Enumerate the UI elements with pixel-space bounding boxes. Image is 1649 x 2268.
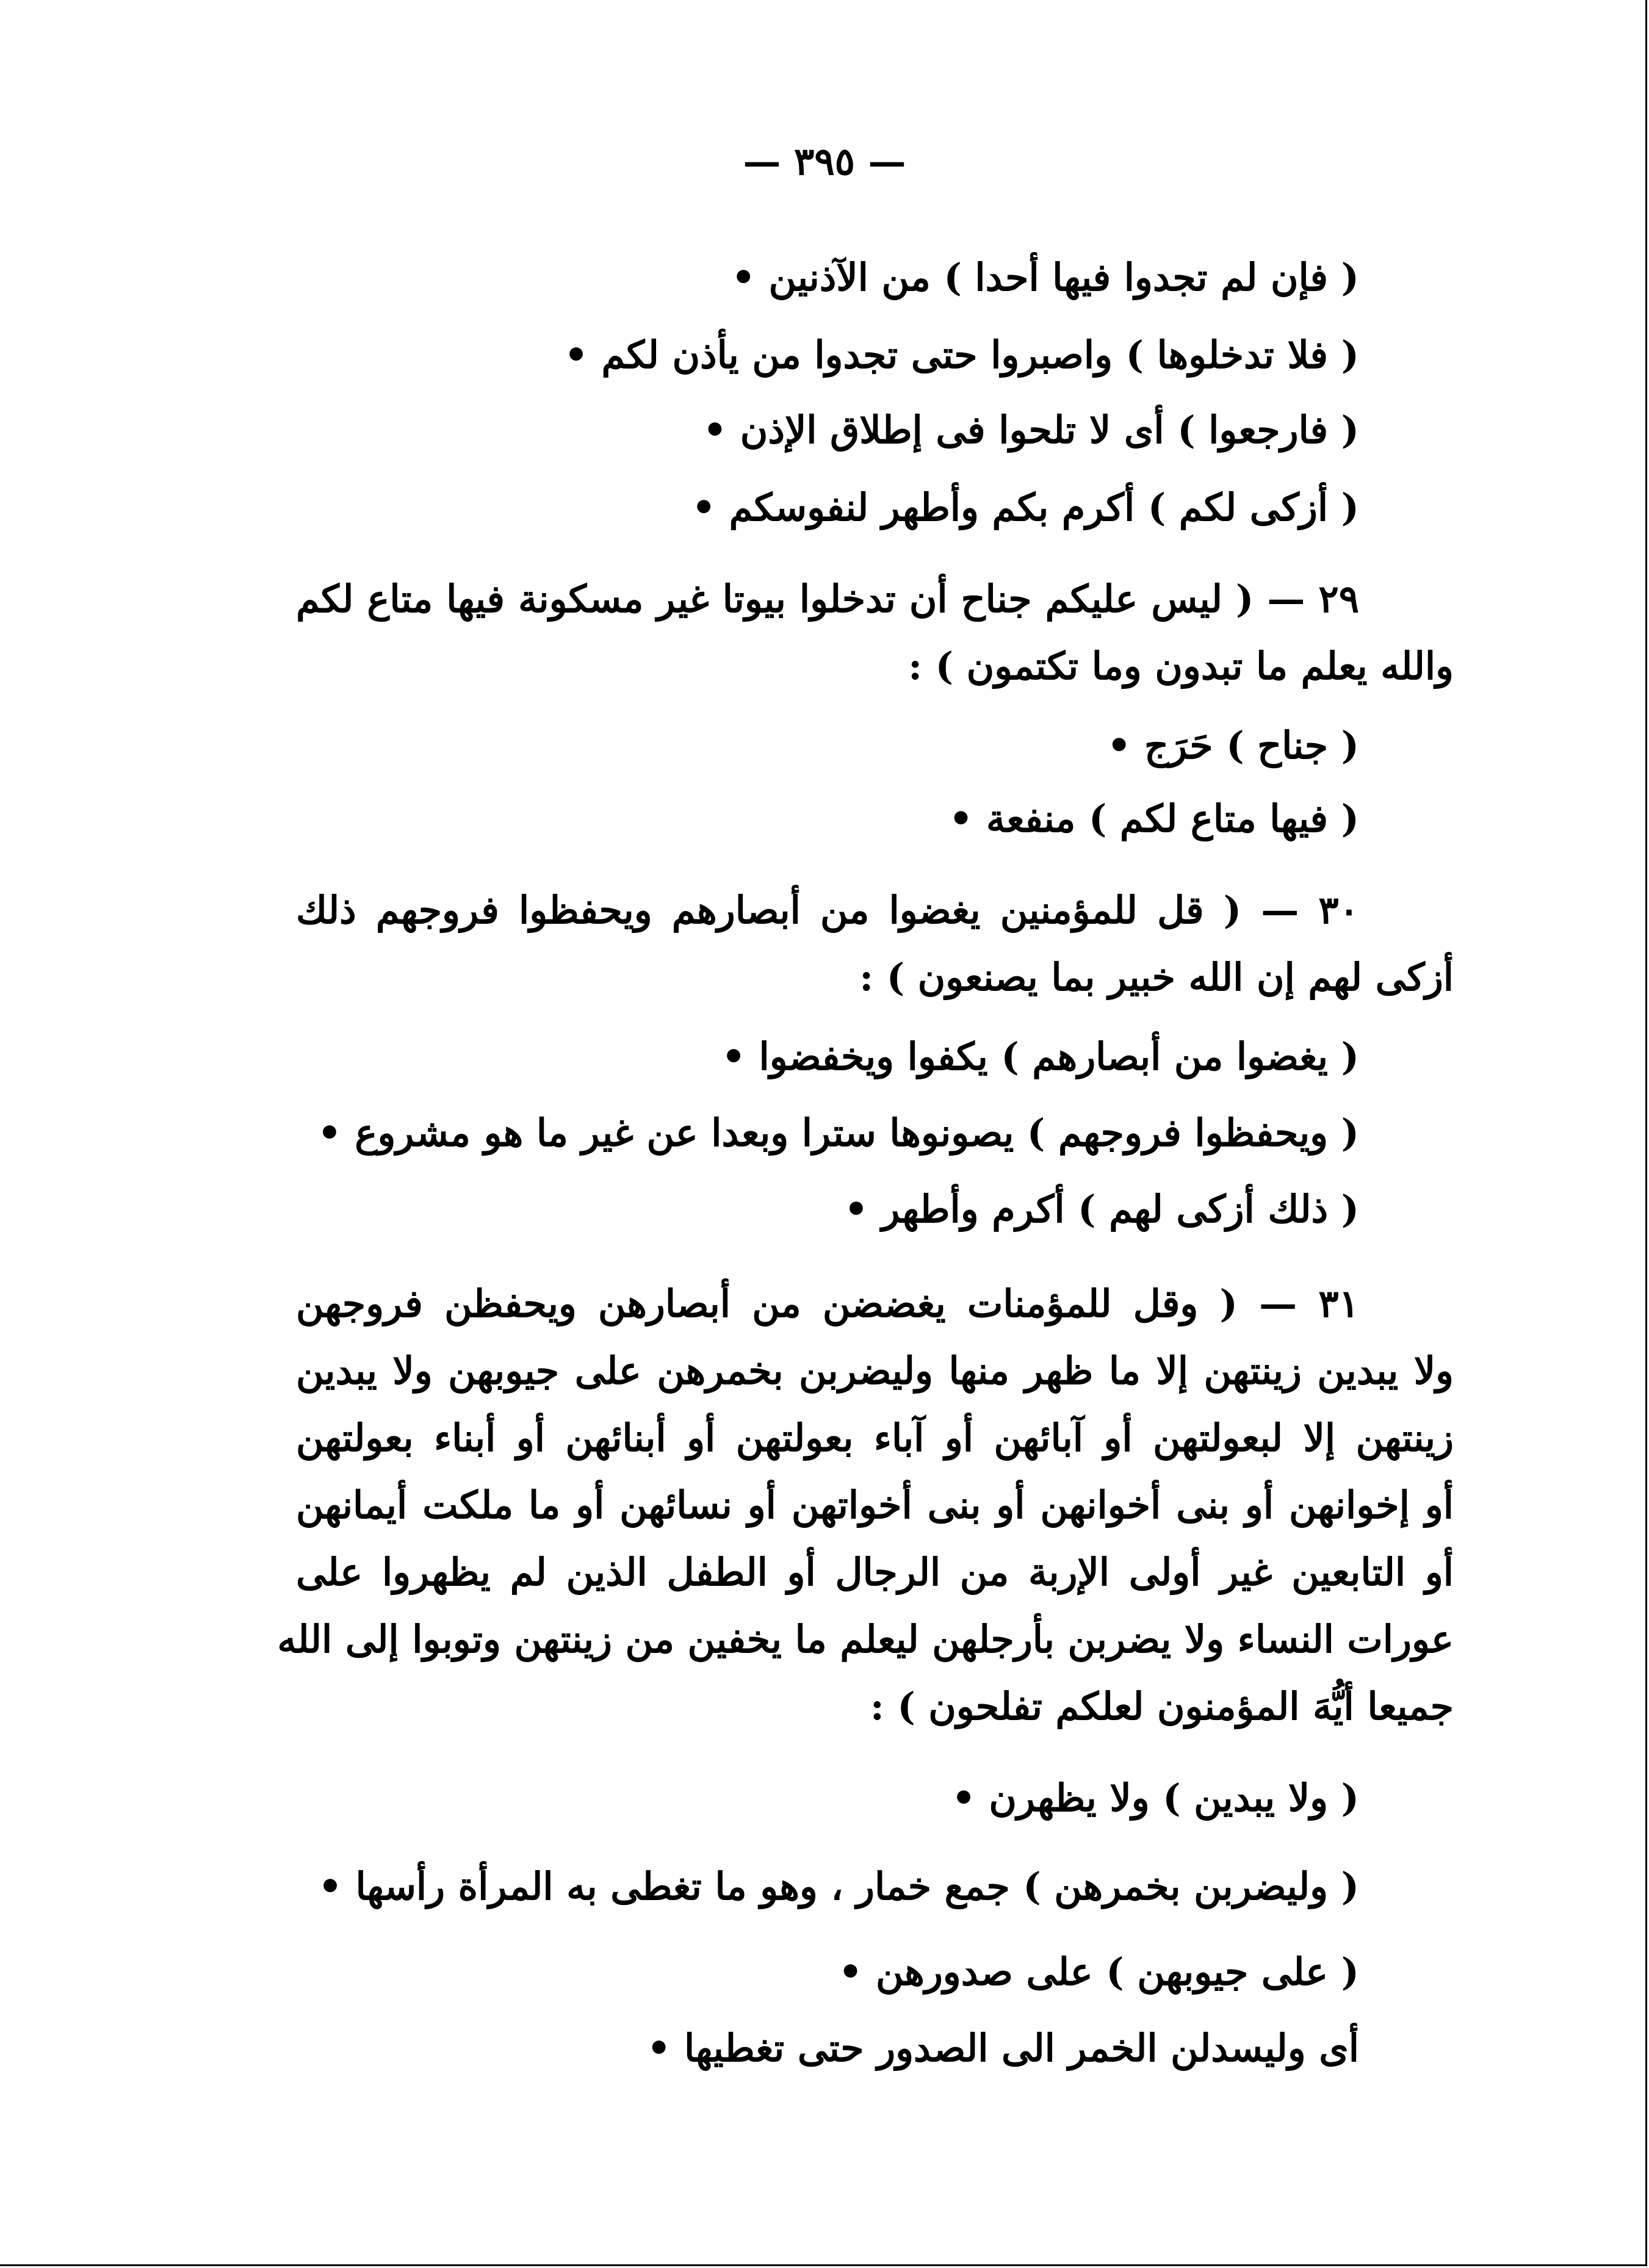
gloss-line: ( أزكى لكم ) أكرم بكم وأطهر لنفوسكم •: [691, 485, 1359, 530]
gloss-line: ( ذلك أزكى لهم ) أكرم وأطهر •: [844, 1187, 1359, 1231]
page-number: — ٣٩٥ —: [743, 139, 906, 184]
gloss-line: ( فإن لم تجدوا فيها أحدا ) من الآذنين •: [731, 255, 1359, 300]
gloss-line: ( وليضربن بخمرهن ) جمع خمار ، وهو ما تغطى به المرأة رأسها •: [318, 1864, 1359, 1909]
verse-31-line-6: عورات النساء ولا يضربن بأرجلهن ليعلم ما يخفين من زينتهن وتوبوا إلى الله: [277, 1617, 1454, 1661]
gloss-line: أى وليسدلن الخمر الى الصدور حتى تغطيها •: [646, 2026, 1359, 2070]
verse-31-line-7: جميعا أيُّهَ المؤمنون لعلكم تفلحون ) :: [870, 1684, 1454, 1729]
verse-30-line-1: ٣٠ — ( قل للمؤمنين يغضوا من أبصارهم ويحفظوا فروجهم ذلك: [296, 888, 1359, 932]
verse-31-line-2: ولا يبدين زينتهن إلا ما ظهر منها وليضربن بخمرهن على جيوبهن ولا يبدين: [296, 1348, 1454, 1393]
verse-31-line-4: أو إخوانهن أو بنى أخوانهن أو بنى أخواتهن أو نسائهن أو ما ملكت أيمانهن: [296, 1483, 1454, 1527]
gloss-line: ( يغضوا من أبصارهم ) يكفوا ويخفضوا •: [721, 1034, 1359, 1079]
verse-29-line-2: والله يعلم ما تبدون وما تكتمون ) :: [908, 644, 1454, 688]
gloss-line: ( جناح ) حَرَج •: [1106, 723, 1359, 768]
verse-29-line-1: ٢٩ — ( ليس عليكم جناح أن تدخلوا بيوتا غير مسكونة فيها متاع لكم: [296, 577, 1359, 621]
gloss-line: ( ولا يبدين ) ولا يظهرن •: [951, 1776, 1359, 1820]
verse-31-line-5: أو التابعين غير أولى الإربة من الرجال أو الطفل الذين لم يظهروا على: [296, 1550, 1454, 1594]
verse-31-line-1: ٣١ — ( وقل للمؤمنات يغضضن من أبصارهن ويحفظن فروجهن: [296, 1281, 1359, 1326]
gloss-line: ( ويحفظوا فروجهم ) يصونوها سترا وبعدا عن غير ما هو مشروع •: [317, 1111, 1359, 1155]
gloss-line: ( فارجعوا ) أى لا تلحوا فى إطلاق الإذن •: [702, 408, 1359, 452]
gloss-line: ( على جيوبهن ) على صدورهن •: [838, 1949, 1359, 1994]
gloss-line: ( فلا تدخلوها ) واصبروا حتى تجدوا من يأذن لكم •: [564, 333, 1359, 377]
verse-31-line-3: زينتهن إلا لبعولتهن أو آبائهن أو آباء بعولتهن أو أبنائهن أو أبناء بعولتهن: [296, 1416, 1454, 1460]
gloss-line: ( فيها متاع لكم ) منفعة •: [948, 796, 1359, 841]
verse-30-line-2: أزكى لهم إن الله خبير بما يصنعون ) :: [859, 955, 1454, 999]
